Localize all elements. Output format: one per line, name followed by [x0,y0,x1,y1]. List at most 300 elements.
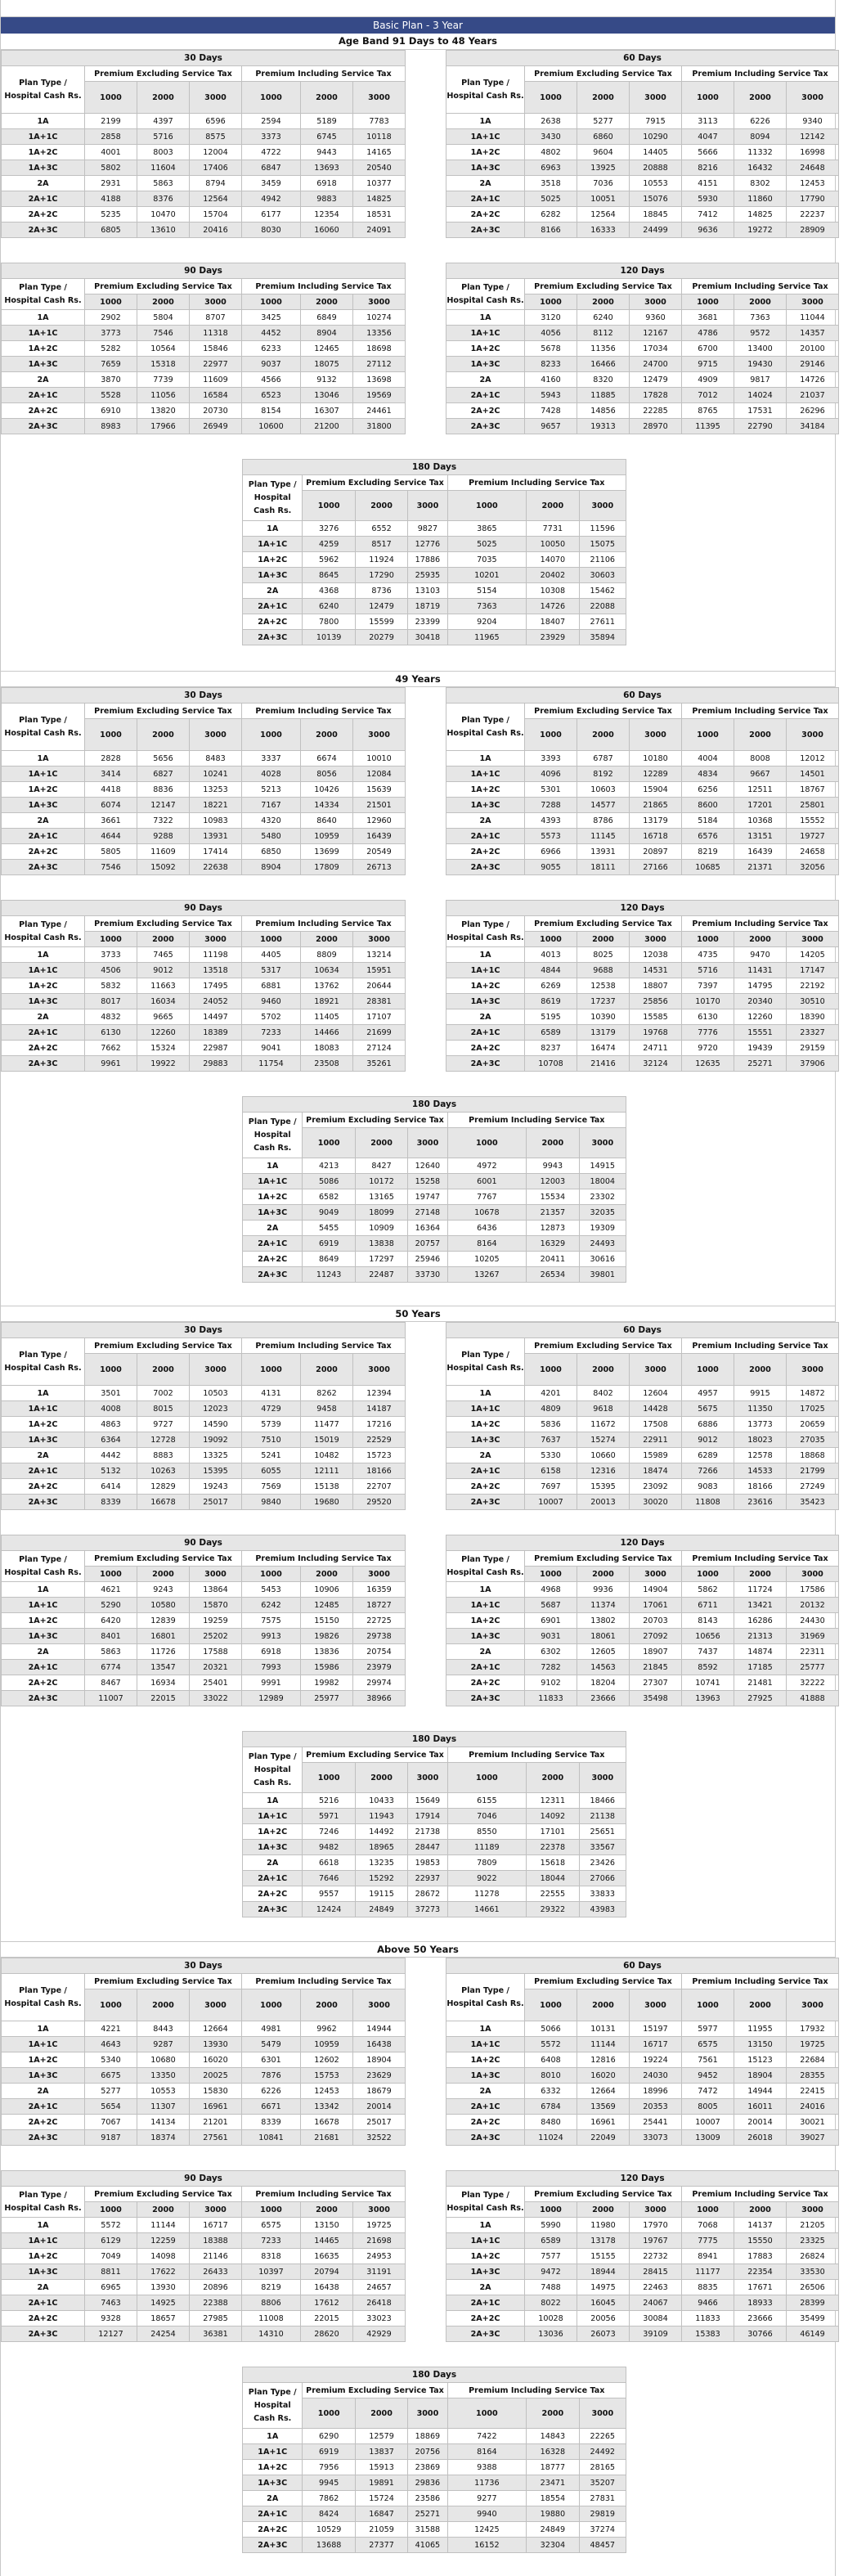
plan-type-header-line: Hospital Cash Rs. [4,295,82,305]
plan-type-header-line: Plan Type / [19,1350,67,1360]
premium-value-cell: 19727 [787,829,839,844]
premium-value-cell: 19826 [301,1629,353,1644]
hospital-cash-header: 1000 [242,932,301,947]
premium-value-cell: 12664 [577,2084,630,2099]
premium-value-cell: 6130 [682,1009,734,1025]
premium-value-cell: 6674 [301,751,353,767]
premium-value-cell: 25777 [787,1660,839,1675]
premium-value-cell: 6240 [303,599,355,614]
premium-value-cell: 9688 [577,963,630,978]
premium-value-cell: 24461 [353,403,406,419]
table-row [2,2021,406,2037]
premium-value-cell: 22015 [301,2311,353,2326]
table-row [446,994,839,1009]
table-row [243,630,626,645]
premium-table-60-days [446,687,839,875]
premium-value-cell: 6919 [303,2444,355,2460]
table-row [2,798,406,813]
table-row [446,1448,839,1463]
plan-type-cell: 2A+2C [2,403,85,419]
hospital-cash-header: 3000 [190,294,242,310]
premium-value-cell: 3661 [85,813,137,829]
premium-value-cell: 11332 [734,145,787,160]
premium-value-cell: 8786 [577,813,630,829]
premium-value-cell: 6129 [85,2233,137,2249]
premium-table-180-days [242,459,626,645]
hospital-cash-header: 3000 [787,1567,839,1582]
premium-value-cell: 13214 [353,947,406,963]
premium-value-cell: 7767 [447,1189,527,1205]
premium-value-cell: 6240 [577,310,630,326]
premium-value-cell: 4981 [242,2021,301,2037]
premium-value-cell: 5277 [577,114,630,129]
premium-value-cell: 10841 [242,2130,301,2146]
table-row [446,403,839,419]
premium-value-cell: 17406 [190,160,242,176]
premium-value-cell: 10377 [353,176,406,191]
plan-type-cell: 1A+2C [446,1613,525,1629]
premium-value-cell: 9840 [242,1495,301,1510]
table-row [446,357,839,372]
table-group-header-row [446,2187,839,2202]
premium-value-cell: 23471 [527,2475,579,2491]
premium-value-cell: 22555 [527,1886,579,1902]
hospital-cash-header: 1000 [242,294,301,310]
premium-value-cell: 19768 [630,1025,682,1041]
hospital-cash-header: 1000 [85,294,137,310]
table-caption: 90 Days [2,901,406,916]
table-row [446,2037,839,2052]
plan-type-header-line: Hospital [254,492,291,502]
premium-value-cell: 25441 [630,2115,682,2130]
plan-type-cell: 2A+1C [243,1871,303,1886]
plan-type-cell: 2A+2C [2,1675,85,1691]
table-caption: 180 Days [243,1097,626,1113]
hospital-cash-header: 1000 [682,1354,734,1386]
premium-value-cell: 35207 [579,2475,626,2491]
premium-value-cell: 20897 [630,844,682,860]
table-row [2,1495,406,1510]
premium-value-cell: 28447 [408,1840,447,1855]
premium-value-cell: 8112 [577,326,630,341]
age-band-heading: 49 Years [1,671,835,687]
hospital-cash-header: 2000 [527,491,579,521]
premium-value-cell: 4643 [85,2037,137,2052]
premium-value-cell: 14205 [787,947,839,963]
premium-value-cell: 16584 [190,388,242,403]
table-caption-row [2,1958,406,1974]
premium-value-cell: 32035 [579,1205,626,1221]
hospital-cash-header: 2000 [301,719,353,751]
plan-type-cell: 1A+1C [2,963,85,978]
plan-type-cell: 1A+3C [446,798,525,813]
premium-value-cell: 28620 [301,2326,353,2342]
premium-value-cell: 11278 [447,1886,527,1902]
premium-value-cell: 14492 [355,1824,407,1840]
premium-value-cell: 7167 [242,798,301,813]
table-group-header-row [243,2383,626,2398]
table-row [243,1189,626,1205]
premium-table-120-days [446,900,839,1072]
table-row [243,1252,626,1267]
premium-value-cell: 20416 [190,223,242,238]
premium-value-cell: 23666 [734,2311,787,2326]
table-row [446,191,839,207]
premium-value-cell: 26073 [577,2326,630,2342]
premium-value-cell: 13569 [577,2099,630,2115]
plan-type-cell: 2A+3C [243,1902,303,1917]
premium-value-cell: 5480 [242,829,301,844]
plan-type-cell: 1A [243,2429,303,2444]
premium-value-cell: 2902 [85,310,137,326]
premium-value-cell: 11177 [682,2264,734,2280]
premium-value-cell: 4131 [242,1386,301,1401]
table-row [446,2249,839,2264]
premium-value-cell: 20794 [301,2264,353,2280]
plan-type-header [2,1338,85,1386]
plan-type-header-line: Hospital Cash Rs. [4,1998,82,2008]
premium-table-60-days [446,1958,839,2146]
premium-value-cell: 35894 [579,630,626,645]
premium-value-cell: 19224 [630,2052,682,2068]
plan-type-cell: 1A+1C [446,1598,525,1613]
premium-value-cell: 30021 [787,2115,839,2130]
hospital-cash-header: 2000 [355,491,407,521]
table-row [2,1479,406,1495]
premium-value-cell: 16329 [527,1236,579,1252]
premium-value-cell: 6589 [525,1025,577,1041]
premium-value-cell: 3459 [242,176,301,191]
premium-value-cell: 27561 [190,2130,242,2146]
hospital-cash-header: 3000 [353,294,406,310]
including-tax-header: Premium Including Service Tax [682,916,839,932]
table-group-header-row [2,1338,406,1354]
premium-value-cell: 8467 [85,1675,137,1691]
premium-value-cell: 6177 [242,207,301,223]
premium-value-cell: 4621 [85,1582,137,1598]
premium-value-cell: 14531 [630,963,682,978]
premium-value-cell: 9277 [447,2491,527,2506]
plan-type-cell: 2A+3C [243,1267,303,1283]
including-tax-header: Premium Including Service Tax [242,66,406,82]
premium-value-cell: 9443 [301,145,353,160]
premium-value-cell: 20014 [734,2115,787,2130]
premium-value-cell: 11198 [190,947,242,963]
plan-type-header-line: Plan Type / [461,2190,509,2200]
hospital-cash-header: 3000 [408,2398,447,2429]
premium-value-cell: 19725 [353,2218,406,2233]
premium-value-cell: 32124 [630,1056,682,1072]
premium-value-cell: 12564 [190,191,242,207]
premium-value-cell: 7472 [682,2084,734,2099]
plan-type-cell: 1A [2,1582,85,1598]
plan-type-cell: 2A+1C [446,2295,525,2311]
premium-value-cell: 12004 [190,145,242,160]
including-tax-header: Premium Including Service Tax [242,1338,406,1354]
premium-value-cell: 8443 [137,2021,190,2037]
hospital-cash-header: 3000 [579,2398,626,2429]
premium-value-cell: 15383 [682,2326,734,2342]
premium-value-cell: 4004 [682,751,734,767]
premium-value-cell: 7266 [682,1463,734,1479]
premium-value-cell: 21200 [301,419,353,434]
hospital-cash-header: 3000 [190,1989,242,2021]
premium-value-cell: 20644 [353,978,406,994]
premium-value-cell: 16152 [447,2538,527,2553]
hospital-cash-header: 1000 [85,719,137,751]
premium-value-cell: 8836 [137,782,190,798]
premium-value-cell: 10660 [577,1448,630,1463]
premium-value-cell: 22378 [527,1840,579,1855]
premium-value-cell: 7068 [682,2218,734,2233]
table-row [2,223,406,238]
premium-value-cell: 5836 [525,1417,577,1432]
table-caption-row [2,1323,406,1338]
table-caption-row [243,460,626,475]
table-row [243,614,626,630]
premium-value-cell: 12147 [137,798,190,813]
premium-value-cell: 9037 [242,357,301,372]
premium-value-cell: 7288 [525,798,577,813]
plan-type-cell: 2A [2,813,85,829]
premium-value-cell: 17290 [355,568,407,583]
premium-value-cell: 10678 [447,1205,527,1221]
top-spacer [1,0,835,17]
table-row [2,1675,406,1691]
premium-value-cell: 8483 [190,751,242,767]
premium-table-120-days [446,263,839,434]
premium-value-cell: 19243 [190,1479,242,1495]
hospital-cash-header: 1000 [525,1567,577,1582]
premium-value-cell: 16333 [577,223,630,238]
premium-value-cell: 8600 [682,798,734,813]
premium-value-cell: 39801 [579,1267,626,1283]
table-row [2,860,406,875]
plan-type-header [243,1747,303,1793]
premium-value-cell: 15986 [301,1660,353,1675]
plan-type-cell: 1A [2,114,85,129]
table-caption: 180 Days [243,1732,626,1747]
premium-value-cell: 7465 [137,947,190,963]
plan-type-cell: 2A+2C [446,403,525,419]
hospital-cash-header: 3000 [190,1567,242,1582]
premium-value-cell: 6575 [242,2218,301,2233]
premium-value-cell: 18166 [734,1479,787,1495]
premium-value-cell: 21416 [577,1056,630,1072]
premium-value-cell: 15395 [190,1463,242,1479]
premium-value-cell: 4452 [242,326,301,341]
including-tax-header: Premium Including Service Tax [242,1974,406,1989]
excluding-tax-header: Premium Excluding Service Tax [303,2383,447,2398]
premium-value-cell: 12728 [137,1432,190,1448]
premium-value-cell: 18111 [577,860,630,875]
premium-value-cell: 15075 [579,537,626,552]
plan-type-cell: 1A+3C [2,1432,85,1448]
table-row [446,1495,839,1510]
premium-value-cell: 10503 [190,1386,242,1401]
premium-value-cell: 7412 [682,207,734,223]
plan-type-header-line: Plan Type / [19,78,67,88]
premium-value-cell: 20757 [408,1236,447,1252]
plan-type-cell: 2A+2C [243,1886,303,1902]
plan-type-header [446,279,525,310]
premium-value-cell: 24016 [787,2099,839,2115]
hospital-cash-header: 1000 [447,2398,527,2429]
plan-type-cell: 2A+3C [446,419,525,434]
plan-type-header-line: Plan Type / [461,715,509,725]
premium-value-cell: 4259 [303,537,355,552]
premium-value-cell: 6364 [85,1432,137,1448]
plan-type-header-line: Plan Type / [19,2190,67,2200]
premium-value-cell: 6745 [301,129,353,145]
excluding-tax-header: Premium Excluding Service Tax [303,1113,447,1128]
table-row [243,2522,626,2538]
table-caption: 30 Days [2,1958,406,1974]
premium-value-cell: 29520 [353,1495,406,1510]
premium-value-cell: 19982 [301,1675,353,1691]
table-row [2,751,406,767]
premium-value-cell: 18204 [577,1675,630,1691]
premium-value-cell: 24492 [579,2444,626,2460]
table-row [2,1598,406,1613]
plan-type-cell: 2A [446,1644,525,1660]
premium-value-cell: 37906 [787,1056,839,1072]
premium-value-cell: 8794 [190,176,242,191]
plan-type-cell: 2A+1C [446,388,525,403]
table-row [2,1041,406,1056]
hospital-cash-header: 3000 [787,2202,839,2218]
table-caption-row [2,51,406,66]
premium-value-cell: 7428 [525,403,577,419]
hospital-cash-header: 2000 [527,1763,579,1793]
premium-value-cell: 5282 [85,341,137,357]
premium-value-cell: 8320 [577,372,630,388]
premium-value-cell: 5216 [303,1793,355,1809]
hospital-cash-header: 3000 [190,719,242,751]
premium-value-cell: 5453 [242,1582,301,1598]
hospital-cash-header: 1000 [303,1128,355,1158]
plan-type-cell: 2A+1C [446,829,525,844]
premium-value-cell: 7775 [682,2233,734,2249]
excluding-tax-header: Premium Excluding Service Tax [85,704,242,719]
table-row [243,1871,626,1886]
plan-type-header [446,2187,525,2218]
table-row [2,2084,406,2099]
premium-value-cell: 20279 [355,630,407,645]
premium-value-cell: 12012 [787,751,839,767]
premium-value-cell: 18407 [527,614,579,630]
plan-type-header [446,1974,525,2021]
premium-value-cell: 10580 [137,1598,190,1613]
premium-value-cell: 15870 [190,1598,242,1613]
premium-value-cell: 6408 [525,2052,577,2068]
premium-value-cell: 6001 [447,1174,527,1189]
including-tax-header: Premium Including Service Tax [682,66,839,82]
premium-value-cell: 9943 [527,1158,579,1174]
hospital-cash-header: 2000 [355,1763,407,1793]
premium-value-cell: 7233 [242,1025,301,1041]
premium-value-cell: 10028 [525,2311,577,2326]
premium-value-cell: 8164 [447,2444,527,2460]
premium-value-cell: 13610 [137,223,190,238]
premium-value-cell: 6963 [525,160,577,176]
premium-value-cell: 14872 [787,1386,839,1401]
including-tax-header: Premium Including Service Tax [682,1974,839,1989]
table-row [243,521,626,537]
table-row [446,2021,839,2037]
premium-value-cell: 13963 [682,1691,734,1706]
premium-value-cell: 17966 [137,419,190,434]
table-row [446,176,839,191]
premium-value-cell: 5132 [85,1463,137,1479]
premium-value-cell: 2858 [85,129,137,145]
premium-value-cell: 25946 [408,1252,447,1267]
premium-value-cell: 9388 [447,2460,527,2475]
premium-value-cell: 16020 [190,2052,242,2068]
premium-value-cell: 8233 [525,357,577,372]
plan-type-cell: 1A+1C [446,767,525,782]
premium-value-cell: 18777 [527,2460,579,2475]
table-row [243,1174,626,1189]
premium-value-cell: 9022 [447,1871,527,1886]
premium-value-cell: 19853 [408,1855,447,1871]
hospital-cash-header: 1000 [303,2398,355,2429]
premium-value-cell: 15639 [353,782,406,798]
premium-value-cell: 15585 [630,1009,682,1025]
excluding-tax-header: Premium Excluding Service Tax [85,66,242,82]
premium-value-cell: 4722 [242,145,301,160]
premium-value-cell: 18657 [137,2311,190,2326]
premium-value-cell: 9657 [525,419,577,434]
premium-value-cell: 5802 [85,160,137,176]
premium-value-cell: 8166 [525,223,577,238]
premium-value-cell: 21059 [355,2522,407,2538]
premium-value-cell: 13150 [301,2218,353,2233]
premium-value-cell: 23327 [787,1025,839,1041]
premium-value-cell: 10205 [447,1252,527,1267]
premium-value-cell: 17886 [408,552,447,568]
plan-type-header-line: Plan Type / [248,1751,297,1761]
premium-value-cell: 18965 [355,1840,407,1855]
premium-value-cell: 11663 [137,978,190,994]
plan-type-cell: 1A+2C [243,1189,303,1205]
age-band-section [1,1306,835,1941]
premium-value-cell: 5666 [682,145,734,160]
premium-value-cell: 10007 [682,2115,734,2130]
premium-value-cell: 10959 [301,2037,353,2052]
plan-type-cell: 2A+3C [2,860,85,875]
premium-value-cell: 9962 [301,2021,353,2037]
premium-value-cell: 8904 [301,326,353,341]
premium-value-cell: 23929 [527,630,579,645]
hospital-cash-header: 3000 [787,1354,839,1386]
premium-value-cell: 5656 [137,751,190,767]
premium-value-cell: 13150 [734,2037,787,2052]
premium-value-cell: 14134 [137,2115,190,2130]
table-row [446,1386,839,1401]
premium-value-cell: 15618 [527,1855,579,1871]
premium-value-cell: 6919 [303,1236,355,1252]
hospital-cash-header: 3000 [190,1354,242,1386]
plan-type-cell: 2A+2C [243,2522,303,2538]
plan-type-cell: 1A [2,310,85,326]
premium-value-cell: 5832 [85,978,137,994]
plan-type-cell: 1A+3C [446,160,525,176]
premium-value-cell: 2594 [242,114,301,129]
premium-value-cell: 28381 [353,994,406,1009]
table-row [446,1479,839,1495]
premium-value-cell: 6596 [190,114,242,129]
